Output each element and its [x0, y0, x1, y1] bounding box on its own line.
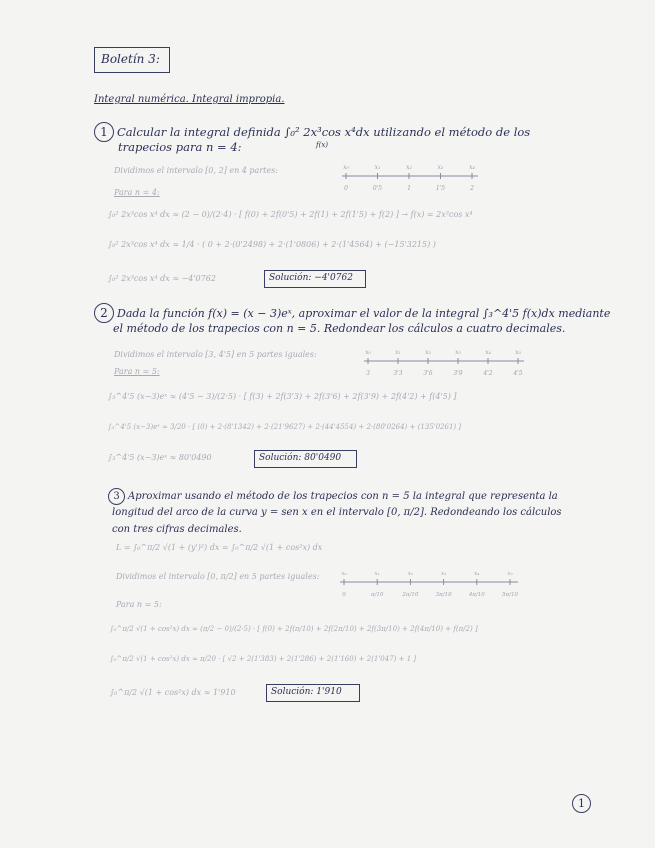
- ex2-tick-top-label: x₀: [365, 349, 371, 356]
- ex3-tick-bottom-label: 5π/10: [502, 592, 518, 598]
- ex2-number-line: [358, 345, 530, 379]
- ex2-divide-text: Dividimos el intervalo [3, 4'5] en 5 partes iguales:: [114, 350, 317, 359]
- ex3-tick-top-label: x₄: [474, 571, 480, 577]
- ex1-tick-top-label: x₃: [437, 164, 444, 171]
- ex1-tick-bottom-label: 2: [470, 185, 474, 192]
- ex1-tick-top-label: x₀: [343, 164, 349, 171]
- ex3-formula-2: ∫₀^π/2 √(1 + cos²x) dx ≈ π/20 · [ √2 + 2(1'383) + 2(1'286) + 2(1'160) + 2(1'047) + 1 ]: [110, 655, 417, 663]
- ex1-tick-top-label: x₄: [469, 164, 475, 171]
- ex3-tick-top-label: x₁: [374, 571, 380, 577]
- ex2-formula-2: ∫₃^4'5 (x−3)eˣ ≈ 3/20 · [ (0) + 2·(8'1342) + 2·(21'9627) + 2·(44'4554) + 2·(80'0264) + (135'0261) ]: [108, 423, 462, 431]
- ex3-tick-bottom-label: π/10: [370, 592, 384, 598]
- ex2-text-line1: Dada la función f(x) = (x − 3)eˣ, aproximar el valor de la integral ∫₃^4'5 f(x)dx mediante: [117, 307, 611, 320]
- ex2-tick-top-label: x₄: [485, 349, 491, 356]
- ex1-divide-text: Dividimos el intervalo [0, 2] en 4 partes:: [114, 166, 278, 175]
- ex1-formula-3: ∫₀² 2x³cos x⁴ dx ≈ −4'0762: [108, 274, 216, 283]
- ex3-number-line: [334, 566, 524, 606]
- page-title: Boletín 3:: [101, 52, 160, 66]
- ex3-statement-line1: [108, 488, 558, 505]
- ex2-formula-3: ∫₃^4'5 (x−3)eˣ ≈ 80'0490: [108, 453, 212, 462]
- ex2-number-circle: 2: [94, 303, 114, 323]
- ex3-formula-1: ∫₀^π/2 √(1 + cos²x) dx ≈ (π/2 − 0)/(2·5) · [ f(0) + 2f(π/10) + 2f(2π/10) + 2f(3π/10) + 2f(4π/10) + f(π/2) ]: [110, 625, 478, 633]
- ex3-formula-3: ∫₀^π/2 √(1 + cos²x) dx ≈ 1'910: [110, 688, 236, 697]
- ex3-tick-bottom-label: 4π/10: [468, 592, 485, 598]
- ex1-tick-bottom-label: 1: [407, 185, 411, 192]
- ex3-tick-top-label: x₂: [407, 571, 414, 577]
- ex2-tick-top-label: x₁: [395, 349, 401, 356]
- ex2-tick-top-label: x₅: [515, 349, 521, 356]
- ex2-statement-line1: [94, 303, 610, 323]
- ex3-arc-length: L = ∫₀^π/2 √(1 + (y')²) dx = ∫₀^π/2 √(1 + cos²x) dx: [116, 543, 323, 552]
- ex1-tick-top-label: x₁: [374, 164, 381, 171]
- ex2-tick-bottom-label: 4'2: [483, 370, 493, 377]
- ex3-solution: Solución: 1'910: [271, 687, 342, 697]
- ex3-text-line1: Aproximar usando el método de los trapecios con n = 5 la integral que representa la: [128, 491, 558, 502]
- ex1-tick-bottom-label: 1'5: [435, 185, 446, 192]
- ex2-para-label: Para n = 5:: [114, 367, 160, 376]
- ex2-tick-top-label: x₂: [425, 349, 431, 356]
- ex1-fx-label: f(x): [316, 141, 329, 149]
- ex1-number-line: [336, 160, 486, 194]
- ex1-tick-bottom-label: 0'5: [372, 185, 383, 192]
- ex3-tick-bottom-label: 3π/10: [435, 592, 452, 598]
- ex1-tick-bottom-label: 0: [344, 185, 348, 192]
- ex3-tick-top-label: x₀: [341, 571, 347, 577]
- ex2-tick-bottom-label: 3'9: [453, 370, 463, 377]
- page-number: 1: [572, 794, 591, 813]
- ex2-tick-bottom-label: 4'5: [513, 370, 523, 377]
- ex3-divide-text: Dividimos el intervalo [0, π/2] en 5 partes iguales:: [116, 572, 320, 581]
- ex2-tick-top-label: x₃: [455, 349, 461, 356]
- ex2-solution: Solución: 80'0490: [259, 453, 342, 463]
- ex1-number-circle: 1: [94, 122, 114, 142]
- section-subtitle: Integral numérica. Integral impropia.: [94, 94, 285, 105]
- ex1-statement-line1: [94, 122, 530, 142]
- ex1-para-label: Para n = 4:: [114, 188, 160, 197]
- ex3-tick-bottom-label: 2π/10: [402, 592, 419, 598]
- ex2-tick-bottom-label: 3'3: [393, 370, 403, 377]
- ex2-tick-bottom-label: 3: [366, 370, 370, 377]
- ex3-number-circle: 3: [108, 488, 125, 505]
- ex3-tick-bottom-label: 0: [342, 592, 346, 598]
- ex3-para-label: Para n = 5:: [116, 600, 162, 609]
- ex2-formula-1: ∫₃^4'5 (x−3)eˣ ≈ (4'5 − 3)/(2·5) · [ f(3) + 2f(3'3) + 2f(3'6) + 2f(3'9) + 2f(4'2) + f(4'5) ]: [108, 392, 457, 401]
- ex2-tick-bottom-label: 3'6: [423, 370, 433, 377]
- ex1-solution: Solución: −4'0762: [269, 273, 353, 283]
- ex1-text-line1: Calcular la integral definida ∫₀² 2x³cos x⁴dx utilizando el método de los: [117, 125, 531, 139]
- ex3-statement-line3: con tres cifras decimales.: [112, 524, 242, 535]
- ex1-formula-1: ∫₀² 2x³cos x⁴ dx ≈ (2 − 0)/(2·4) · [ f(0) + 2f(0'5) + 2f(1) + 2f(1'5) + f(2) ] → f(x) = 2x³cos x⁴: [108, 210, 473, 219]
- ex1-tick-top-label: x₂: [406, 164, 412, 171]
- ex2-statement-line2: el método de los trapecios con n = 5. Redondear los cálculos a cuatro decimales.: [113, 322, 566, 335]
- ex3-tick-top-label: x₅: [507, 571, 513, 577]
- ex3-statement-line2: longitud del arco de la curva y = sen x en el intervalo [0, π/2]. Redondeando los cálculos: [112, 507, 562, 518]
- ex3-tick-top-label: x₃: [440, 571, 447, 577]
- ex1-statement-line2: trapecios para n = 4:: [118, 140, 242, 154]
- ex1-formula-2: ∫₀² 2x³cos x⁴ dx ≈ 1/4 · ( 0 + 2·(0'2498) + 2·(1'0806) + 2·(1'4564) + (−15'3215) ): [108, 240, 436, 249]
